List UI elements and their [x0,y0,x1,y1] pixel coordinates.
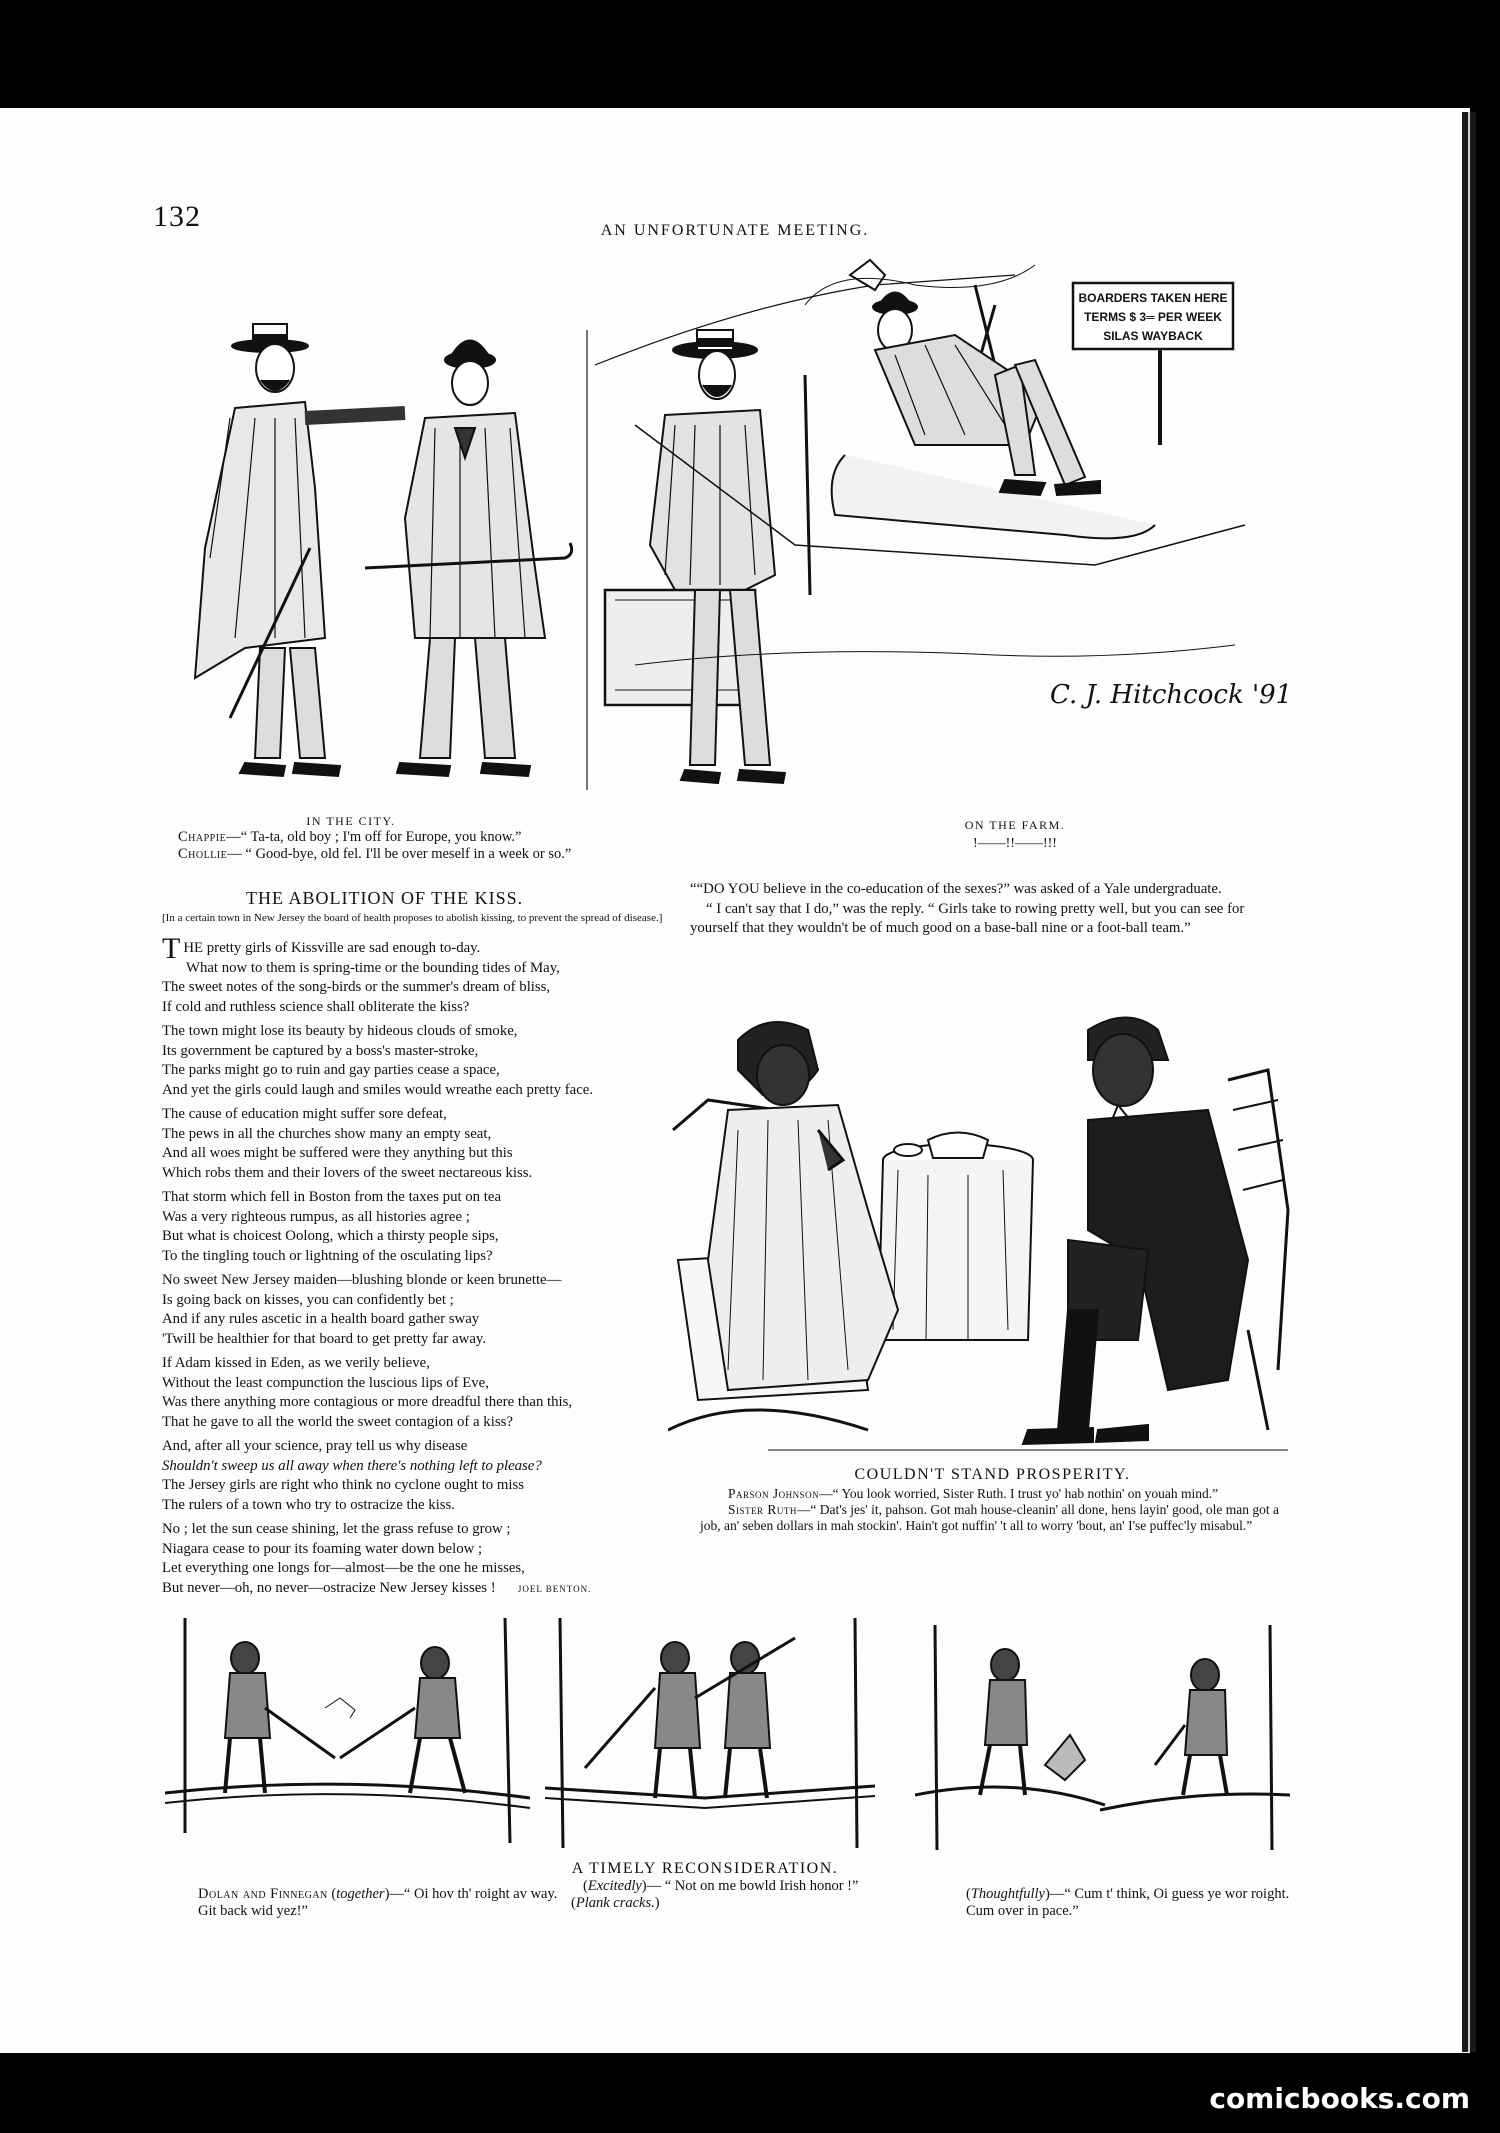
chollie-line: — “ Good-bye, old fel. I'll be over meself in a week or so.” [227,846,572,862]
poem-line: Without the least compunction the luscious lips of Eve, [162,1374,489,1391]
illustration-on-the-farm [595,245,1285,805]
sign-line-2: TERMS $ 3═ PER WEEK [1084,310,1222,324]
sign-line-3: SILAS WAYBACK [1103,329,1203,343]
timely-title: A TIMELY RECONSIDERATION. [571,1860,839,1877]
poem-line: The rulers of a town who try to ostracize the kiss. [162,1496,455,1513]
stanza-7 [162,1437,667,1515]
timely-panel-2 [545,1618,875,1858]
joke-answer: “ I can't say that I do,” was the reply. “ Girls take to rowing pretty well, but you can see for yourself that they wouldn't be of much good on a base-ball nine or a foot-ball team.” [690,900,1245,936]
timely-panel-3 [915,1625,1290,1860]
poem-dropcap: T [162,932,181,965]
running-head: AN UNFORTUNATE MEETING. [600,222,870,239]
page-edge-highlight [1468,112,1470,2052]
prosperity-title: COULDN'T STAND PROSPERITY. [854,1466,1131,1483]
direction-together: together [336,1886,385,1902]
illustration-in-the-city [165,318,585,810]
poem-line: The Jersey girls are right who think no cyclone ought to miss [162,1477,525,1493]
stanza-1 [162,932,667,1017]
parson-line: —“ You look worried, Sister Ruth. I trust yo' hab nothin' on youah mind.” [819,1486,1219,1501]
speaker-parson-johnson: Parson Johnson [728,1486,820,1501]
poem-body [162,932,667,1604]
in-the-city-caption [178,829,598,863]
direction-excitedly: Excitedly [587,1878,642,1894]
poem-line: The sweet notes of the song-birds or the summer's dream of bliss, [162,979,551,995]
page-number: 132 [153,200,201,233]
poem-line: Shouldn't sweep us all away when there's nothing left to please? [162,1457,542,1474]
poem-line: Its government be captured by a boss's master-stroke, [162,1042,479,1059]
sister-ruth-line: —“ Dat's jes' it, pahson. Got mah house-cleanin' all done, hens layin' good, ole man got a job, an' seben dollars in mah stockin'. Hain't got nuffin' 't all to worry 'bout, an' I'se puffec'ly misabul.” [700,1502,1280,1533]
speaker-chollie: Chollie [178,846,228,862]
timely-panel-1 [165,1618,530,1853]
stanza-8 [162,1520,667,1599]
panel-divider [586,330,588,790]
poem-line: HE pretty girls of Kissville are sad enough to-day. [183,940,481,956]
site-watermark: comicbooks.com [1209,2082,1470,2115]
poem-line: No sweet New Jersey maiden—blushing blonde or keen brunette— [162,1272,562,1288]
poem-line: And yet the girls could laugh and smiles would wreathe each pretty face. [162,1081,594,1098]
illustration-couldnt-stand-prosperity [668,1010,1298,1460]
joke-question: ““DO YOU believe in the co-education of the sexes?” was asked of a Yale undergraduate. [690,881,1222,897]
timely-line-1: “ Oi hov th' roight av way. Git back wid yez!” [198,1886,558,1919]
poem-line: To the tingling touch or lightning of the osculating lips? [162,1247,493,1264]
poem-line: What now to them is spring-time or the bounding tides of May, [186,959,560,976]
poem-line: But never—oh, no never—ostracize New Jersey kisses ! [162,1579,496,1596]
poem-line: Which robs them and their lovers of the sweet nectareous kiss. [162,1164,533,1181]
prosperity-caption [700,1486,1300,1534]
poem-note: [In a certain town in New Jersey the board of health proposes to abolish kissing, to prevent the spread of disease.] [162,912,663,924]
direction-thoughtfully: Thoughtfully [970,1886,1045,1902]
on-the-farm-exclamation: !——!!——!!! [973,836,1057,851]
poem-title: THE ABOLITION OF THE KISS. [246,888,524,908]
timely-caption-3: (Thoughtfully)—“ Cum t' think, Oi guess ye wor roight. Cum over in pace.” [966,1886,1290,1919]
artist-signature: C. J. Hitchcock '91 [1050,680,1293,710]
stanza-5 [162,1271,667,1349]
poem-line: Let everything one longs for—almost—be the one he misses, [162,1560,525,1576]
poem-line: 'Twill be healthier for that board to get pretty far away. [162,1330,487,1347]
timely-line-3: “ Cum t' think, Oi guess ye wor roight. Cum over in pace.” [966,1886,1290,1919]
timely-caption-1: Dolan and Finnegan (together)—“ Oi hov th' roight av way. Git back wid yez!” [198,1886,558,1919]
in-the-city-title: IN THE CITY. [306,814,396,828]
timely-line-2: “ Not on me bowld Irish honor !” [664,1878,859,1894]
poem-line: No ; let the sun cease shining, let the grass refuse to grow ; [162,1521,511,1537]
poem-line: That storm which fell in Boston from the taxes put on tea [162,1189,502,1205]
yale-joke [690,880,1295,939]
poem-line: The parks might go to ruin and gay parties cease a space, [162,1062,500,1078]
plank-cracks-note: Plank cracks. [575,1895,655,1911]
poem-signature: JOEL BENTON. [517,1583,592,1594]
sign-line-1: BOARDERS TAKEN HERE [1078,291,1228,305]
stanza-2 [162,1022,667,1100]
stanza-6 [162,1354,667,1432]
poem-line: The town might lose its beauty by hideous clouds of smoke, [162,1023,518,1039]
poem-line: And if any rules ascetic in a health board gather sway [162,1311,480,1327]
poem-line: The cause of education might suffer sore defeat, [162,1106,447,1122]
stanza-4 [162,1188,667,1266]
chappie-line: —“ Ta-ta, old boy ; I'm off for Europe, you know.” [226,829,522,845]
poem-line: Was a very righteous rumpus, as all histories agree ; [162,1208,470,1225]
poem-line: And, after all your science, pray tell us why disease [162,1438,468,1454]
poem-line: If cold and ruthless science shall obliterate the kiss? [162,998,470,1015]
stanza-3 [162,1105,667,1183]
poem-line: Is going back on kisses, you can confidently bet ; [162,1291,454,1308]
poem-line: The pews in all the churches show many an empty seat, [162,1125,492,1142]
speaker-sister-ruth: Sister Ruth [728,1502,797,1517]
speaker-chappie: Chappie [178,829,227,845]
poem-line: If Adam kissed in Eden, as we verily believe, [162,1355,430,1371]
poem-line: And all woes might be suffered were they anything but this [162,1145,513,1161]
speaker-dolan-finnegan: Dolan and Finnegan [198,1886,328,1902]
poem-line: Niagara cease to pour its foaming water down below ; [162,1540,483,1557]
poem-line: That he gave to all the world the sweet contagion of a kiss? [162,1413,513,1430]
timely-caption-2: (Excitedly)— “ Not on me bowld Irish honor !” (Plank cracks.) [571,1878,859,1911]
on-the-farm-title: ON THE FARM. [964,818,1066,832]
poem-line: But what is choicest Oolong, which a thirsty people sips, [162,1228,499,1244]
poem-line: Was there anything more contagious or more dreadful there than this, [162,1394,573,1410]
